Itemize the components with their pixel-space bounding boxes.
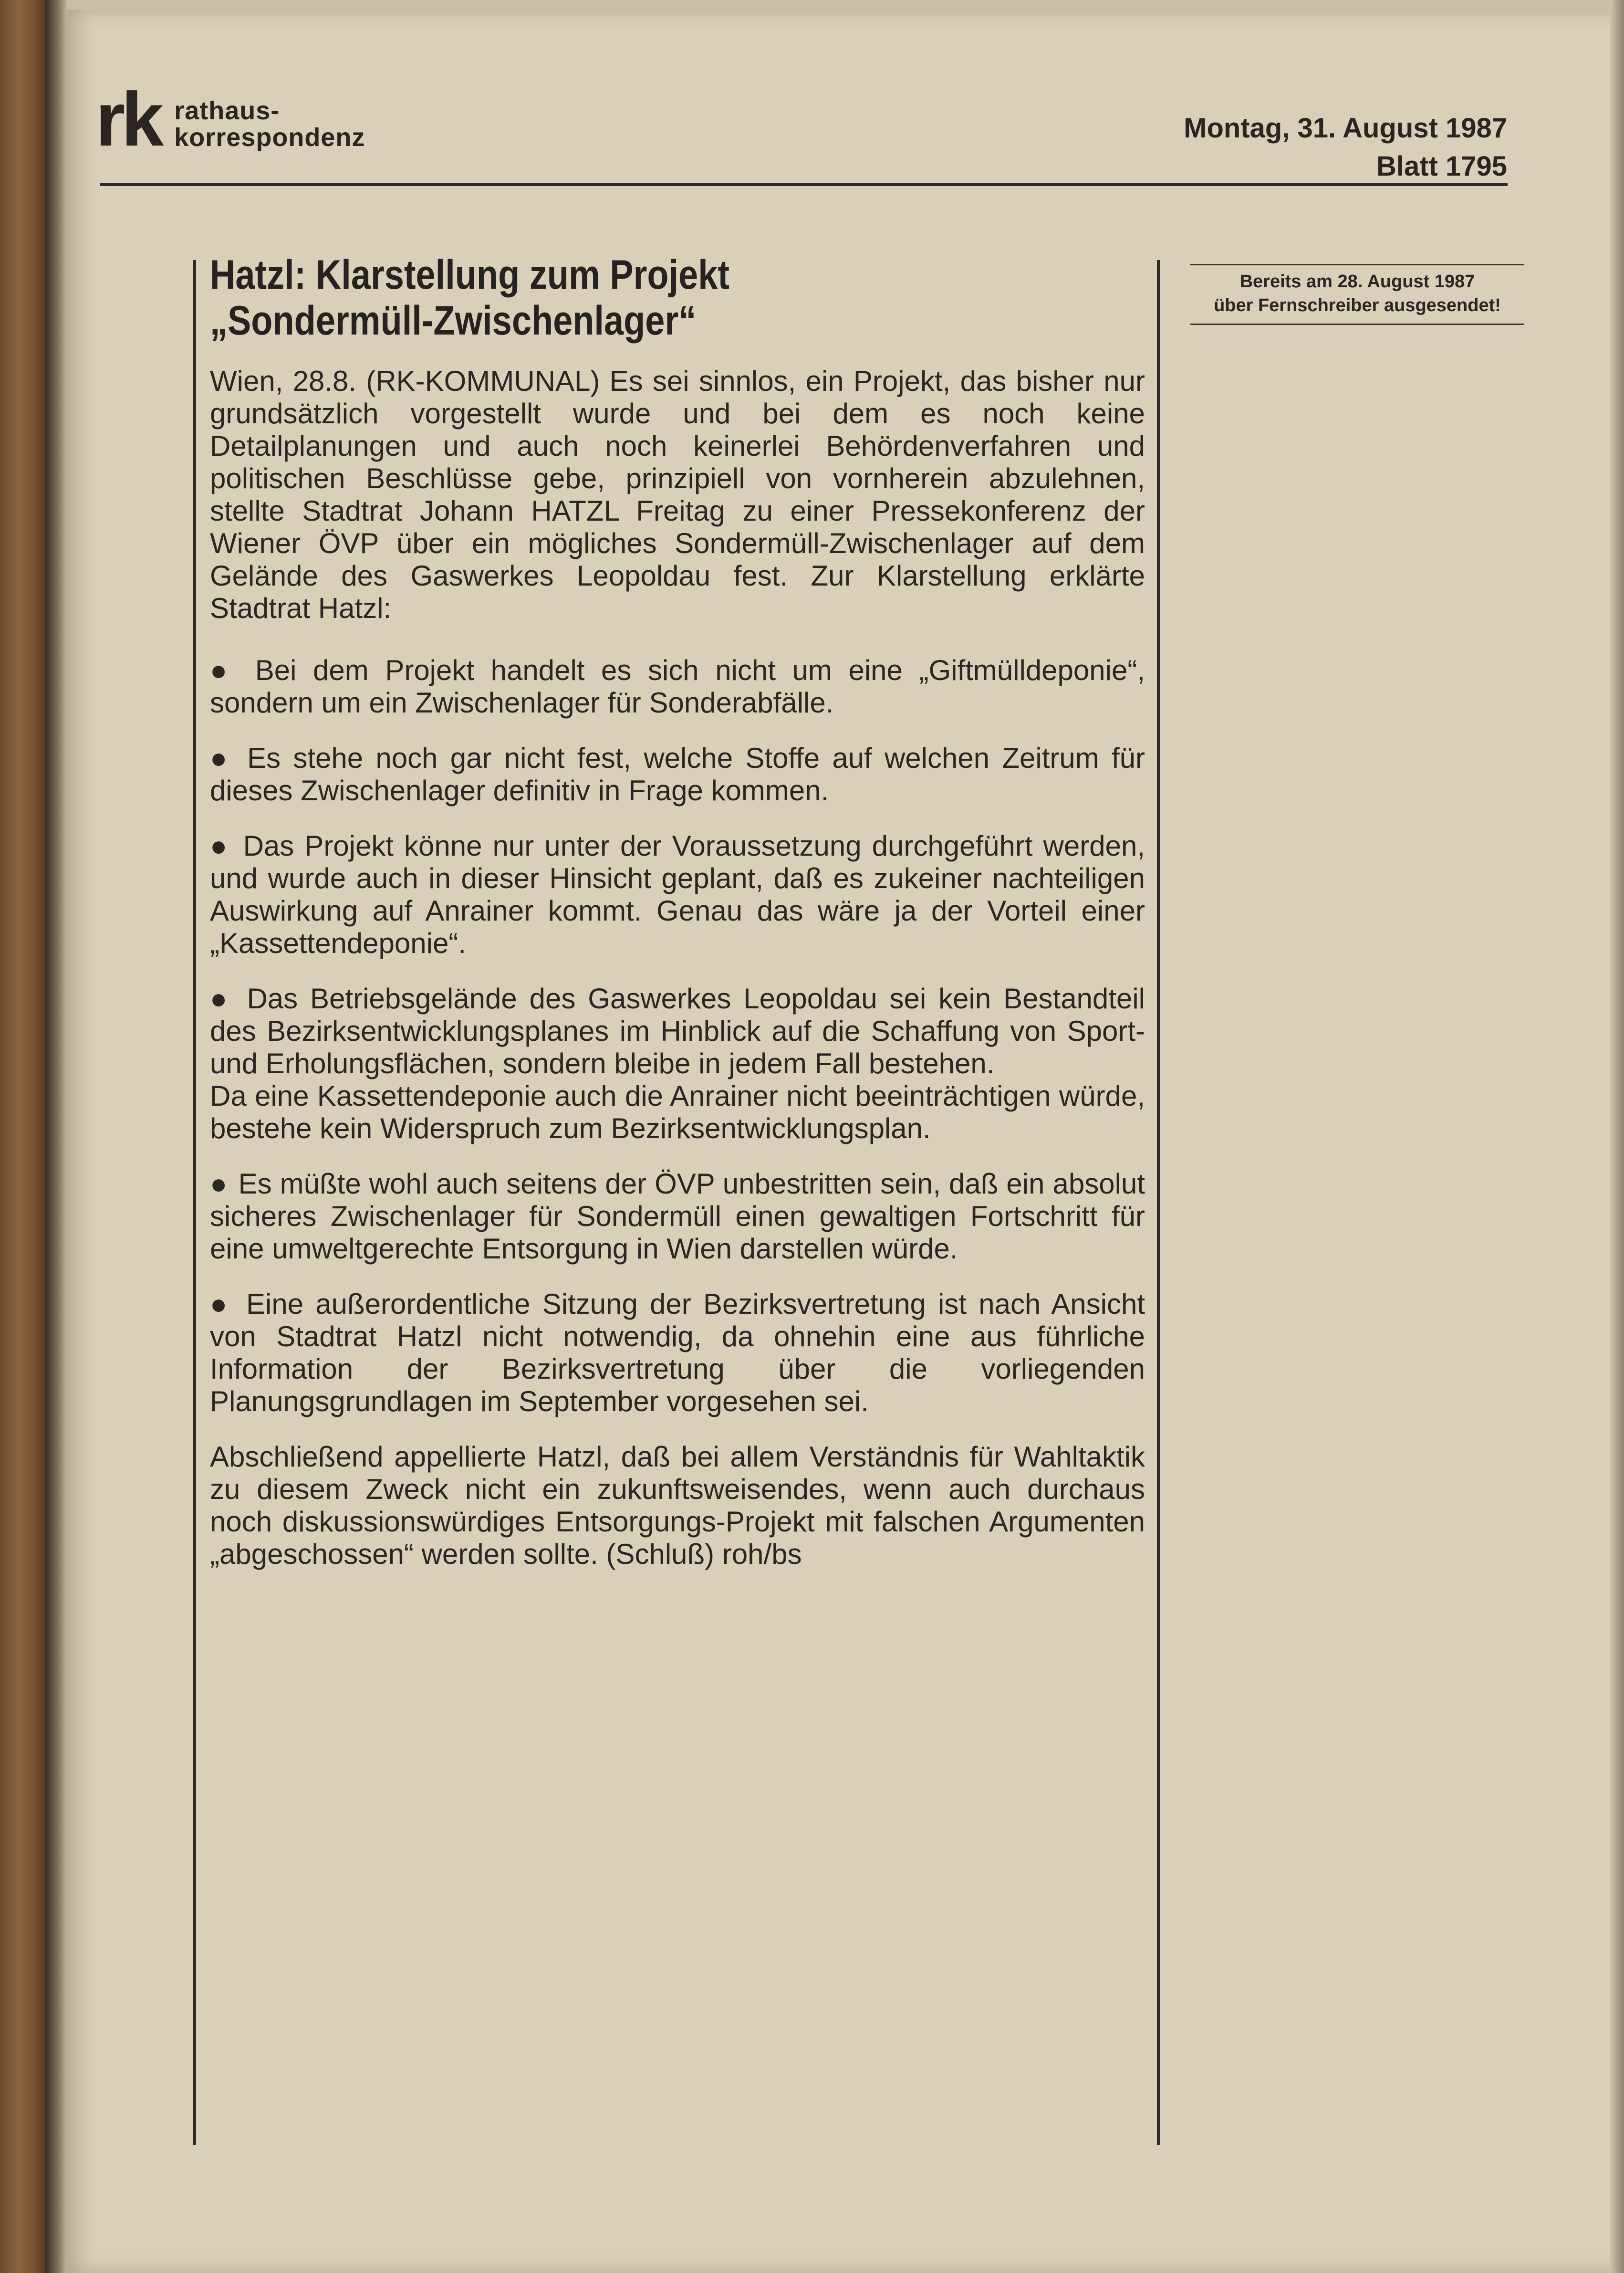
note-rule-bottom [1190, 324, 1524, 325]
masthead-rule [100, 183, 1508, 186]
page-edge [1610, 0, 1624, 2273]
bullet-icon: ● [210, 1168, 228, 1200]
bullet-item [210, 1168, 1145, 1265]
binding-shadow [45, 0, 67, 2273]
article-body [210, 365, 1145, 1593]
bullet-item [210, 742, 1145, 807]
headline-line-2: „Sondermüll-Zwischenlager“ [210, 298, 697, 344]
note-line-1: Bereits am 28. August 1987 [1239, 272, 1475, 292]
bullet-text: Bei dem Projekt handelt es sich nicht um eine „Giftmülldeponie“, sondern um ein Zwischenlager für Sonderabfälle. [210, 654, 1145, 719]
logo-line-rathaus: rathaus- [174, 96, 280, 125]
bullet-icon: ● [210, 1288, 231, 1320]
article-headline [210, 252, 1014, 344]
logo-letters: rk [95, 76, 160, 162]
book-binding [0, 0, 45, 2273]
issue-date: Montag, 31. August 1987 [1184, 113, 1507, 144]
bullet-item [210, 983, 1145, 1145]
bullet-item [210, 654, 1145, 719]
bullet-text: Das Betriebsgelände des Gaswerkes Leopoldau sei kein Bestandteil des Bezirksentwicklungsplanes im Hinblick auf die Schaffung von Sport- und Erholungsflächen, sondern bleibe in jedem Fall bestehen. [210, 983, 1145, 1079]
bullet-item [210, 1288, 1145, 1418]
bullet-text: Es müßte wohl auch seitens der ÖVP unbestritten sein, daß ein absolut sicheres Zwischenlager für Sondermüll einen gewaltigen Fortschritt für eine umweltgerechte Entsorgung in Wien darstellen würde. [210, 1168, 1145, 1265]
bullet-icon: ● [210, 983, 232, 1015]
lead-paragraph: Wien, 28.8. (RK-KOMMUNAL) Es sei sinnlos, ein Projekt, das bisher nur grundsätzlich vorgestellt wurde und bei dem es noch keine Detailplanungen und auch noch keinerlei Behördenverfahren und politischen Beschlüsse gebe, prinzipiell von vornherein abzulehnen, stellte Stadtrat Johann HATZL Freitag zu einer Pressekonferenz der Wiener ÖVP über ein mögliches Sondermüll-Zwischenlager auf dem Gelände des Gaswerkes Leopoldau fest. Zur Klarstellung erklärte Stadtrat Hatzl: [210, 365, 1145, 624]
bullet-icon: ● [210, 830, 230, 862]
bullet-item [210, 830, 1145, 960]
note-rule-top [1190, 264, 1524, 265]
article-rule-left [193, 260, 196, 2145]
sheet-number: Blatt 1795 [1376, 151, 1507, 182]
bullet-text: Es stehe noch gar nicht fest, welche Stoffe auf welchen Zeitrum für dieses Zwischenlager definitiv in Frage kommen. [210, 742, 1145, 807]
note-line-2: über Fernschreiber ausgesendet! [1214, 295, 1501, 315]
bullet-icon: ● [210, 654, 236, 686]
bullet-continuation: Da eine Kassettendeponie auch die Anrainer nicht beeinträchtigen würde, bestehe kein Widerspruch zum Bezirksentwicklungsplan. [210, 1080, 1145, 1144]
closing-paragraph: Abschließend appellierte Hatzl, daß bei allem Verständnis für Wahltaktik zu diesem Zweck nicht ein zukunftsweisendes, wenn auch durchaus noch diskussionswürdiges Entsorgungs-Projekt mit falschen Argumenten „abgeschossen“ werden sollte. (Schluß) roh/bs [210, 1441, 1145, 1570]
headline-line-1: Hatzl: Klarstellung zum Projekt [210, 252, 730, 298]
bullet-text: Das Projekt könne nur unter der Voraussetzung durchgeführt werden, und wurde auch in dieser Hinsicht geplant, daß es zukeiner nachteiligen Auswirkung auf Anrainer kommt. Genau das wäre ja der Vorteil einer „Kassettendeponie“. [210, 830, 1145, 959]
article-rule-right [1157, 260, 1160, 2145]
logo-wordmark [174, 97, 365, 151]
transmission-note [1190, 270, 1524, 317]
rk-logo [95, 76, 365, 162]
bullet-text: Eine außerordentliche Sitzung der Bezirksvertretung ist nach Ansicht von Stadtrat Hatzl nicht notwendig, da ohnehin eine aus führliche Information der Bezirksvertretung über die vorliegenden Planungsgrundlagen im September vorgesehen sei. [210, 1288, 1145, 1417]
bullet-icon: ● [210, 742, 232, 774]
logo-line-korrespondenz: korrespondenz [174, 123, 365, 152]
